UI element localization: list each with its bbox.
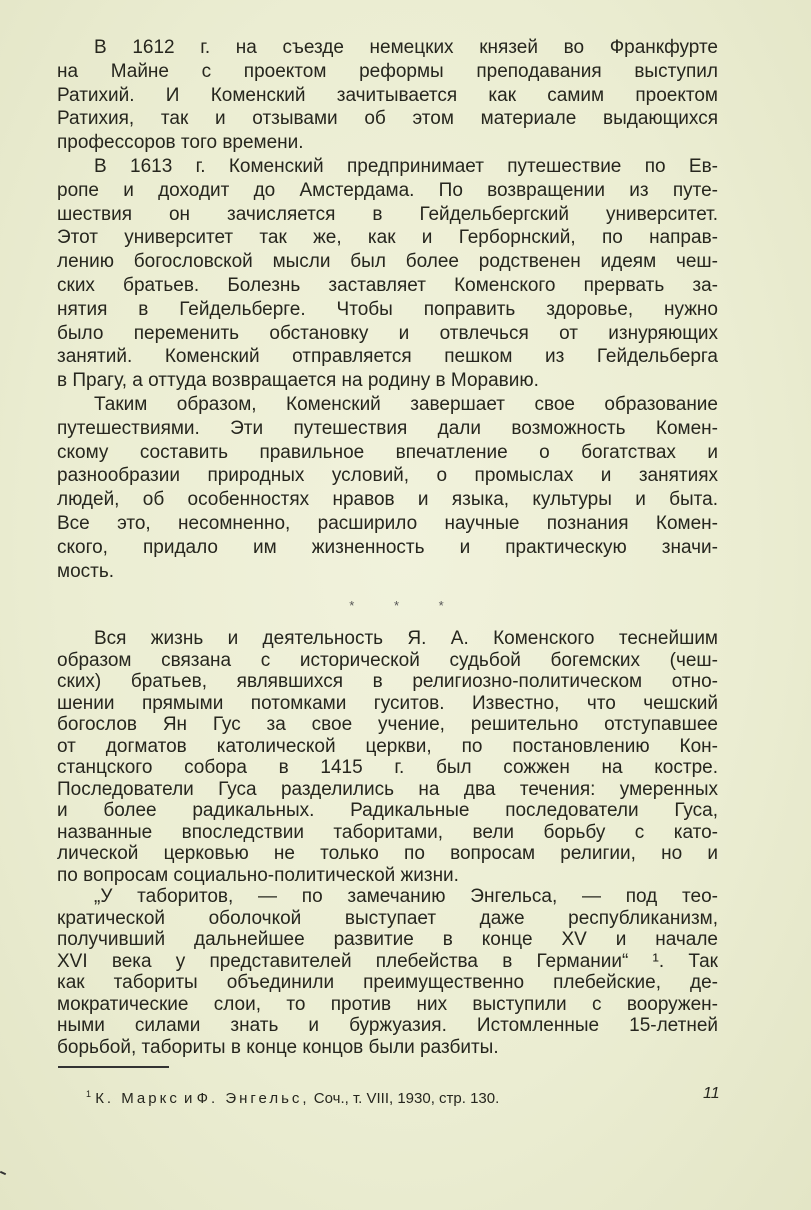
text-line: борьбой, табориты в конце концов были разбиты.	[57, 1036, 499, 1058]
footnote-rule	[58, 1066, 169, 1068]
footnote-author-1: К. Маркс	[95, 1090, 180, 1107]
text-line: Последователи Гуса разделились на два течения: умеренных	[57, 778, 718, 800]
text-line: названные впоследствии таборитами, вели борьбу с като-	[57, 821, 718, 843]
text-line: по вопросам социально-политической жизни.	[57, 864, 459, 886]
text-line: профессоров того времени.	[57, 132, 304, 154]
scan-mark	[0, 1171, 6, 1175]
text-line: от догматов католической церкви, по постановлению Кон-	[57, 735, 718, 757]
text-line: Все это, несомненно, расширило научные познания Комен-	[57, 512, 718, 534]
text-line: в Прагу, а оттуда возвращается на родину в Моравию.	[57, 370, 539, 392]
text-line: В 1613 г. Коменский предпринимает путешествие по Ев-	[94, 155, 718, 177]
page-number: 11	[703, 1085, 720, 1102]
text-line: лической церковью не только по вопросам религии, но и	[57, 843, 718, 864]
text-line: как табориты объединили преимущественно плебейские, де-	[57, 972, 718, 993]
text-line: мократические слои, то против них выступили с вооружен-	[57, 993, 718, 1015]
text-line: Ратихий. И Коменский зачитывается как самим проектом	[57, 84, 718, 106]
text-line: шении прямыми потомками гуситов. Известно, что чешский	[57, 692, 718, 714]
text-line: Вся жизнь и деятельность Я. А. Коменского теснейшим	[94, 628, 718, 649]
text-line: людей, об особенностях нравов и языка, культуры и быта.	[57, 489, 718, 511]
text-line: нятия в Гейдельберге. Чтобы поправить здоровье, нужно	[57, 298, 718, 320]
section-separator: * * *	[349, 598, 462, 613]
text-line: путешествиями. Эти путешествия дали возможность Комен-	[57, 417, 718, 439]
text-line: скому составить правильное впечатление о богатствах и	[57, 441, 718, 463]
text-section-2	[57, 628, 718, 1058]
text-line: образом связана с исторической судьбой богемских (чеш-	[57, 649, 718, 671]
text-line: занятий. Коменский отправляется пешком из Гейдельберга	[57, 346, 718, 368]
text-line: ными силами знать и буржуазия. Истомленные 15-летней	[57, 1015, 718, 1036]
text-line: разнообразии природных условий, о промыслах и занятиях	[57, 465, 718, 487]
text-line: Таким образом, Коменский завершает свое образование	[94, 393, 718, 415]
text-line: на Майне с проектом реформы преподавания выступил	[57, 60, 718, 82]
text-line: кратической оболочкой выступает даже республиканизм,	[57, 907, 718, 929]
text-line: было переменить обстановку и отвлечься от изнуряющих	[57, 322, 718, 344]
text-line: богослов Ян Гус за свое учение, решительно отступавшее	[57, 714, 718, 735]
text-line: Ратихия, так и отзывами об этом материале выдающихся	[57, 108, 718, 130]
text-section-1	[57, 36, 718, 583]
footnote-author-2: Ф. Энгельс,	[196, 1090, 310, 1107]
text-line: В 1612 г. на съезде немецких князей во Франкфурте	[94, 37, 718, 58]
text-line: XVI века у представителей плебейства в Германии“ ¹. Так	[57, 950, 718, 972]
text-line: мость.	[57, 560, 115, 582]
text-line: „У таборитов, — по замечанию Энгельса, — под тео-	[94, 886, 718, 907]
text-line: шествия он зачисляется в Гейдельбергский университет.	[57, 203, 718, 225]
text-line: ского, придало им жизненность и практическую значи-	[57, 536, 718, 558]
text-line: ских) братьев, являвшихся в религиозно-политическом отно-	[57, 671, 718, 692]
text-line: и более радикальных. Радикальные последователи Гуса,	[57, 800, 718, 821]
text-line: Этот университет так же, как и Герборнский, по направ-	[57, 227, 718, 249]
footnote-marker: 1	[86, 1089, 92, 1099]
text-line: ропе и доходит до Амстердама. По возвращении из путе-	[57, 179, 718, 201]
text-line: ских братьев. Болезнь заставляет Коменского прервать за-	[57, 274, 718, 296]
footnote-and: и	[184, 1090, 193, 1107]
text-line: станцского собора в 1415 г. был сожжен на костре.	[57, 757, 718, 778]
footnote	[86, 1084, 499, 1109]
text-line: получивший дальнейшее развитие в конце XV и начале	[57, 929, 718, 950]
footnote-reference: Соч., т. VIII, 1930, стр. 130.	[313, 1090, 500, 1107]
text-line: лению богословской мысли был более родственен идеям чеш-	[57, 251, 718, 273]
